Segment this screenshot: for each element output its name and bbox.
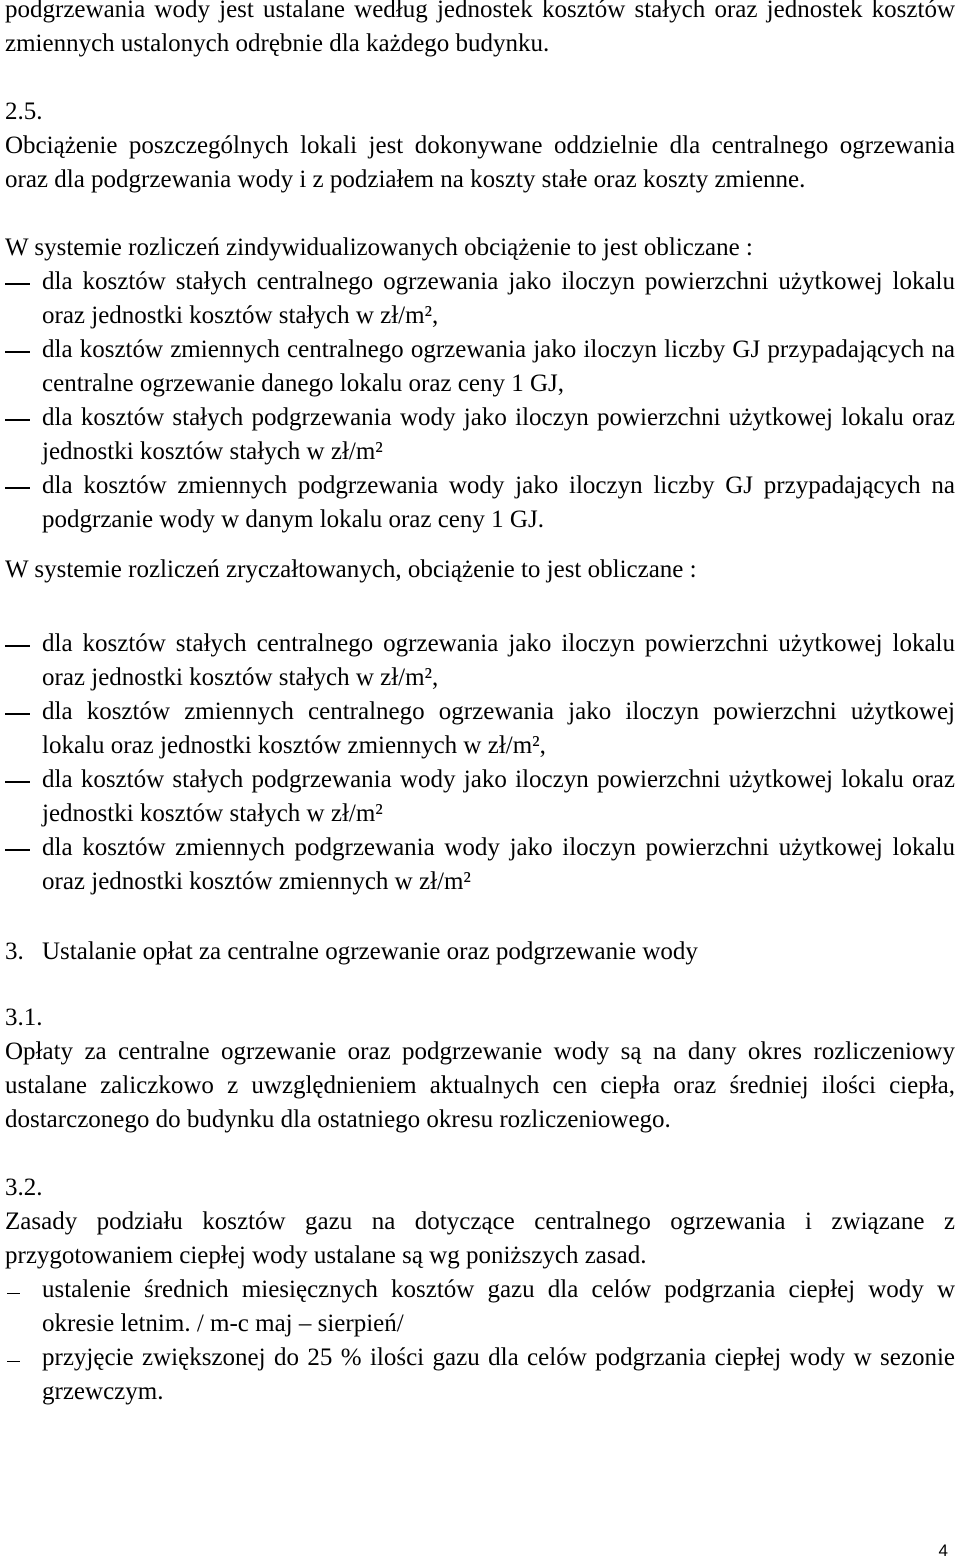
list-item	[5, 469, 955, 537]
section-3-1-text: Opłaty za centralne ogrzewanie oraz podgrzewanie wody są na dany okres rozliczeniowy ustalane zaliczkowo z uwzględnieniem aktualnych cen ciepła oraz średniej ilości ciepła, dostarczonego do budynku dla ostatniego okresu rozliczeniowego.	[5, 1038, 955, 1133]
list-item	[5, 831, 955, 899]
list-item	[5, 401, 955, 469]
section-3-number: 3.	[5, 938, 24, 965]
individual-lead: W systemie rozliczeń zindywidualizowanych obciążenie to jest obliczane :	[5, 234, 753, 261]
dash-bullet	[5, 713, 30, 715]
list-item-text: dla kosztów stałych centralnego ogrzewania jako iloczyn powierzchni użytkowej lokalu oraz jednostki kosztów stałych w zł/m²,	[42, 630, 955, 691]
list-item	[5, 333, 955, 401]
intro-paragraph: podgrzewania wody jest ustalane według jednostek kosztów stałych oraz jednostek kosztów zmiennych ustalonych odrębnie dla każdego budynku.	[5, 0, 955, 57]
list-item	[5, 763, 955, 831]
section-2-5-text: Obciążenie poszczególnych lokali jest dokonywane oddzielnie dla centralnego ogrzewania oraz dla podgrzewania wody i z podziałem na koszty stałe oraz koszty zmienne.	[5, 132, 955, 193]
list-item-text: ustalenie średnich miesięcznych kosztów gazu dla celów podgrzania ciepłej wody w okresie letnim. / m-c maj – sierpień/	[42, 1276, 955, 1337]
section-3-heading	[5, 935, 955, 969]
list-item-text: dla kosztów stałych podgrzewania wody jako iloczyn powierzchni użytkowej lokalu oraz jednostki kosztów stałych w zł/m²	[42, 404, 955, 465]
section-2-5-number: 2.5.	[5, 98, 43, 125]
dash-bullet	[5, 849, 30, 851]
section-3-1-number: 3.1.	[5, 1004, 43, 1031]
flat-lead: W systemie rozliczeń zryczałtowanych, obciążenie to jest obliczane :	[5, 556, 697, 583]
section-3-2-number: 3.2.	[5, 1174, 43, 1201]
individual-list	[5, 265, 955, 537]
list-item-text: dla kosztów stałych podgrzewania wody jako iloczyn powierzchni użytkowej lokalu oraz jednostki kosztów stałych w zł/m²	[42, 766, 955, 827]
list-item	[5, 1341, 955, 1409]
list-item-text: dla kosztów zmiennych podgrzewania wody jako iloczyn powierzchni użytkowej lokalu oraz jednostki kosztów zmiennych w zł/m²	[42, 834, 955, 895]
document-page	[5, 0, 955, 1409]
dash-bullet	[5, 283, 30, 285]
dash-bullet	[5, 419, 30, 421]
list-item-text: przyjęcie zwiększonej do 25 % ilości gazu dla celów podgrzania ciepłej wody w sezonie grzewczym.	[42, 1344, 955, 1405]
list-item	[5, 265, 955, 333]
page-number: 4	[938, 1541, 948, 1560]
dash-bullet	[7, 1361, 20, 1362]
flat-list	[5, 627, 955, 899]
dash-bullet	[5, 781, 30, 783]
section-3-title: Ustalanie opłat za centralne ogrzewanie oraz podgrzewanie wody	[42, 938, 698, 965]
list-item	[5, 627, 955, 695]
dash-bullet	[5, 487, 30, 489]
list-item-text: dla kosztów stałych centralnego ogrzewania jako iloczyn powierzchni użytkowej lokalu oraz jednostki kosztów stałych w zł/m²,	[42, 268, 955, 329]
section-3-2-text: Zasady podziału kosztów gazu na dotyczące centralnego ogrzewania i związane z przygotowaniem ciepłej wody ustalane są wg poniższych zasad.	[5, 1208, 955, 1269]
section-3-2-list	[5, 1273, 955, 1409]
list-item-text: dla kosztów zmiennych centralnego ogrzewania jako iloczyn powierzchni użytkowej lokalu oraz jednostki kosztów zmiennych w zł/m²,	[42, 698, 955, 759]
dash-bullet	[7, 1293, 20, 1294]
dash-bullet	[5, 351, 30, 353]
list-item-text: dla kosztów zmiennych centralnego ogrzewania jako iloczyn liczby GJ przypadających na centralne ogrzewanie danego lokalu oraz ceny 1 GJ,	[42, 336, 955, 397]
list-item	[5, 1273, 955, 1341]
list-item-text: dla kosztów zmiennych podgrzewania wody jako iloczyn liczby GJ przypadających na podgrzanie wody w danym lokalu oraz ceny 1 GJ.	[42, 472, 955, 533]
list-item	[5, 695, 955, 763]
dash-bullet	[5, 645, 30, 647]
